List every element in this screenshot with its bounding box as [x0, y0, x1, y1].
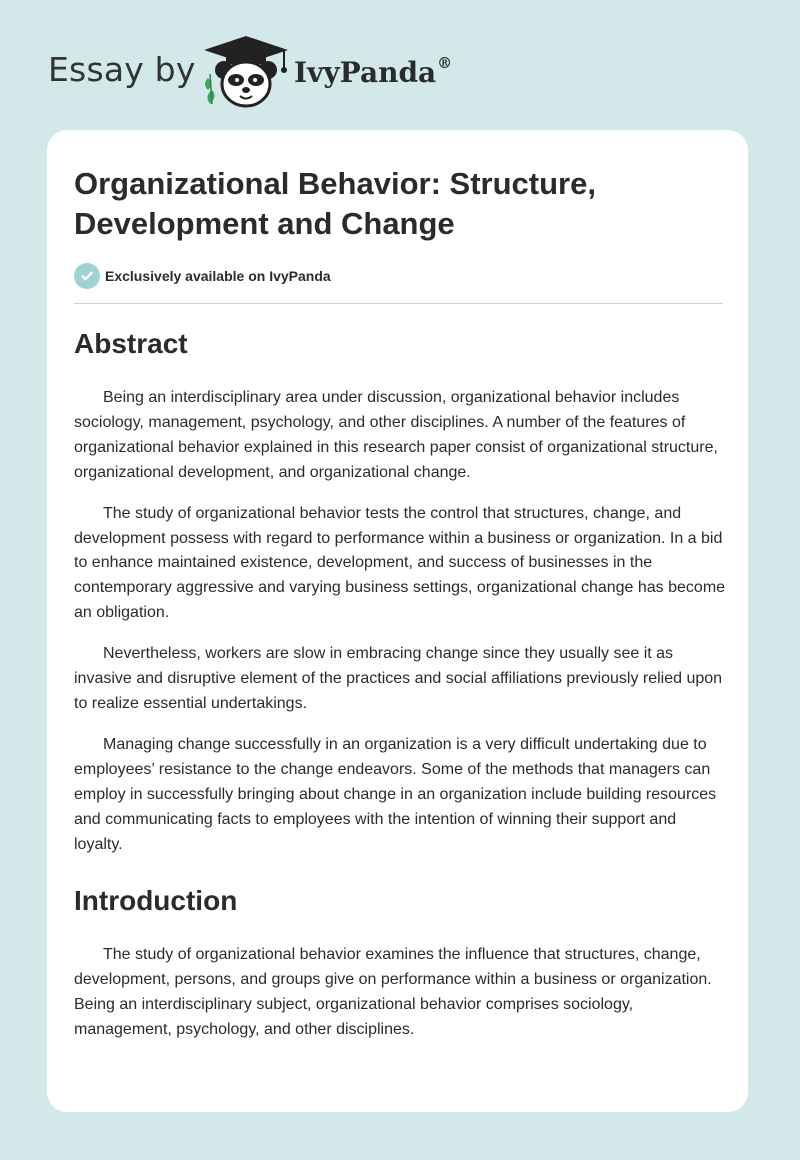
essay-title: Organizational Behavior: Structure, Development and Change	[74, 166, 596, 241]
section-heading-abstract: Abstract	[74, 328, 188, 359]
section-heading-introduction: Introduction	[74, 885, 238, 917]
abstract-paragraph: Nevertheless, workers are slow in embracing change since they usually see it as invasive and disruptive element of the practices and social affiliations previously relied upon to realize essential undertakings.	[74, 645, 723, 712]
site-header	[0, 0, 800, 130]
brand-name[interactable]	[294, 53, 453, 89]
abstract-paragraph: The study of organizational behavior tests the control that structures, change, and development possess with regard to performance within a business or organization. In a bid to enhance maintained existence, development, and success of businesses in the contemporary aggressive and varying business settings, organizational change has become an obligation.	[74, 504, 726, 622]
check-icon	[74, 263, 100, 289]
essay-body	[74, 316, 726, 1059]
divider	[74, 303, 723, 304]
essay-card	[47, 130, 748, 1112]
exclusive-badge-text: Exclusively available on IvyPanda	[105, 268, 331, 284]
introduction-paragraph: The study of organizational behavior examines the influence that structures, change, development, persons, and groups give on performance within a business or organization. Being an interdisciplinary subject, organizational behavior comprises sociology, management, psychology, and other disciplines.	[74, 946, 712, 1039]
exclusive-badge	[74, 262, 331, 290]
brand-name-text: IvyPanda	[294, 56, 437, 89]
abstract-paragraph: Managing change successfully in an organization is a very difficult undertaking due to employees’ resistance to the change endeavors. Some of the methods that managers can employ in successfully bringing about change in an organization include building resources and communicating facts to employees with the intention of winning their support and loyalty.	[74, 735, 717, 853]
essay-by-label: Essay by	[48, 50, 196, 89]
panda-graduate-logo-icon[interactable]	[200, 34, 292, 110]
registered-mark: ®	[437, 53, 453, 72]
abstract-paragraph: Being an interdisciplinary area under discussion, organizational behavior includes sociology, management, psychology, and other disciplines. A number of the features of organizational behavior explained in this research paper consist of organizational structure, organizational development, and organizational change.	[74, 389, 718, 481]
